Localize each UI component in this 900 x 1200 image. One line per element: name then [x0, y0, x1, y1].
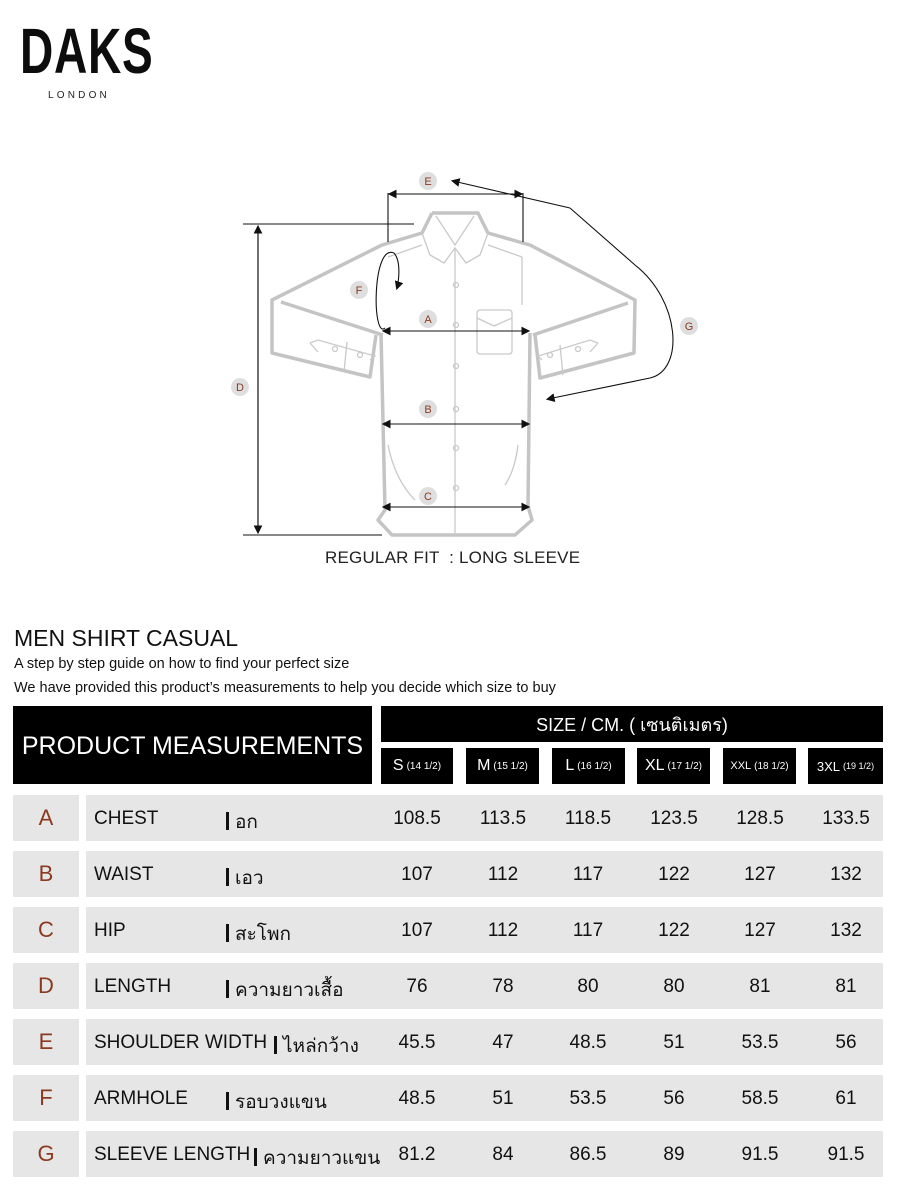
row-key: G [13, 1131, 79, 1177]
cell-3xl: 56 [835, 1032, 857, 1053]
size-column-l: L (16 1/2) [552, 748, 625, 784]
cell-xxl: 81 [749, 976, 771, 997]
cell-m: 112 [487, 920, 519, 941]
cell-s: 108.5 [393, 808, 441, 829]
label-G: G [684, 321, 694, 333]
cell-m: 47 [492, 1032, 514, 1053]
size-column-3xl: 3XL (19 1/2) [808, 748, 883, 784]
cell-xl: 80 [663, 976, 685, 997]
cell-s: 107 [401, 864, 433, 885]
table-row-waist [0, 851, 900, 897]
row-label-en: SHOULDER WIDTH [94, 1032, 268, 1053]
subtitle-line-1: A step by step guide on how to find your perfect size [14, 656, 350, 672]
cell-3xl: 81 [835, 976, 857, 997]
label-E: E [424, 176, 432, 188]
row-key: B [13, 851, 79, 897]
product-measurements-header: PRODUCT MEASUREMENTS [13, 706, 372, 784]
cell-m: 78 [492, 976, 514, 997]
table-row-hip [0, 907, 900, 953]
size-column-s: S (14 1/2) [381, 748, 453, 784]
row-key: D [13, 963, 79, 1009]
brand-name: DAKS [20, 15, 154, 87]
cell-l: 117 [572, 920, 604, 941]
cell-xxl: 127 [744, 864, 776, 885]
cell-xl: 56 [663, 1088, 685, 1109]
cell-3xl: 132 [830, 864, 862, 885]
cell-3xl: 91.5 [827, 1144, 865, 1165]
row-label-en: LENGTH [94, 976, 172, 997]
cell-xl: 122 [658, 920, 690, 941]
cell-l: 118.5 [564, 808, 612, 829]
row-label-th: เอว [226, 863, 264, 893]
row-label-th: ความยาวแขน [254, 1143, 380, 1173]
cell-l: 117 [572, 864, 604, 885]
size-column-xl: XL (17 1/2) [637, 748, 710, 784]
cell-xxl: 128.5 [736, 808, 784, 829]
cell-xxl: 58.5 [741, 1088, 779, 1109]
label-F: F [355, 285, 363, 297]
row-key: F [13, 1075, 79, 1121]
row-key: A [13, 795, 79, 841]
row-label-en: CHEST [94, 808, 159, 829]
size-unit-header: SIZE / CM. ( เซนติเมตร) [381, 706, 883, 742]
cell-xl: 89 [663, 1144, 685, 1165]
subtitle-line-2: We have provided this product’s measurements to help you decide which size to buy [14, 680, 556, 696]
label-C: C [424, 491, 432, 503]
product-title: MEN SHIRT CASUAL [14, 625, 239, 651]
label-A: A [424, 314, 432, 326]
cell-l: 86.5 [569, 1144, 607, 1165]
row-label-en: HIP [94, 920, 126, 941]
size-column-xxl: XXL (18 1/2) [723, 748, 796, 784]
row-label-en: ARMHOLE [94, 1088, 188, 1109]
cell-s: 48.5 [398, 1088, 436, 1109]
label-B: B [424, 404, 432, 416]
brand-logo [20, 15, 154, 101]
row-label-th: ไหล่กว้าง [274, 1031, 359, 1061]
label-D: D [236, 382, 244, 394]
table-row-chest [0, 795, 900, 841]
row-label-th: อก [226, 807, 258, 837]
cell-xl: 122 [658, 864, 690, 885]
cell-s: 45.5 [398, 1032, 436, 1053]
cell-s: 107 [401, 920, 433, 941]
cell-m: 51 [492, 1088, 514, 1109]
row-key: C [13, 907, 79, 953]
table-row-shoulder-width [0, 1019, 900, 1065]
cell-s: 76 [406, 976, 428, 997]
cell-xl: 123.5 [650, 808, 698, 829]
row-label-en: SLEEVE LENGTH [94, 1144, 251, 1165]
shirt-measurement-diagram [0, 160, 900, 580]
row-label-en: WAIST [94, 864, 154, 885]
cell-3xl: 133.5 [822, 808, 870, 829]
size-column-m: M (15 1/2) [466, 748, 539, 784]
cell-l: 80 [577, 976, 599, 997]
row-label-th: สะโพก [226, 919, 291, 949]
row-label-th: ความยาวเสื้อ [226, 975, 344, 1005]
cell-3xl: 132 [830, 920, 862, 941]
cell-xxl: 91.5 [741, 1144, 779, 1165]
cell-s: 81.2 [398, 1144, 436, 1165]
table-row-armhole [0, 1075, 900, 1121]
cell-m: 112 [487, 864, 519, 885]
cell-l: 53.5 [569, 1088, 607, 1109]
cell-xxl: 127 [744, 920, 776, 941]
cell-xxl: 53.5 [741, 1032, 779, 1053]
table-row-length [0, 963, 900, 1009]
shirt-illustration [0, 160, 900, 580]
brand-sub: LONDON [48, 90, 110, 101]
row-key: E [13, 1019, 79, 1065]
cell-m: 84 [492, 1144, 514, 1165]
cell-xl: 51 [663, 1032, 685, 1053]
fit-caption: REGULAR FIT : LONG SLEEVE [325, 548, 581, 567]
cell-m: 113.5 [479, 808, 527, 829]
cell-l: 48.5 [569, 1032, 607, 1053]
table-row-sleeve-length [0, 1131, 900, 1177]
cell-3xl: 61 [835, 1088, 857, 1109]
row-label-th: รอบวงแขน [226, 1087, 327, 1117]
